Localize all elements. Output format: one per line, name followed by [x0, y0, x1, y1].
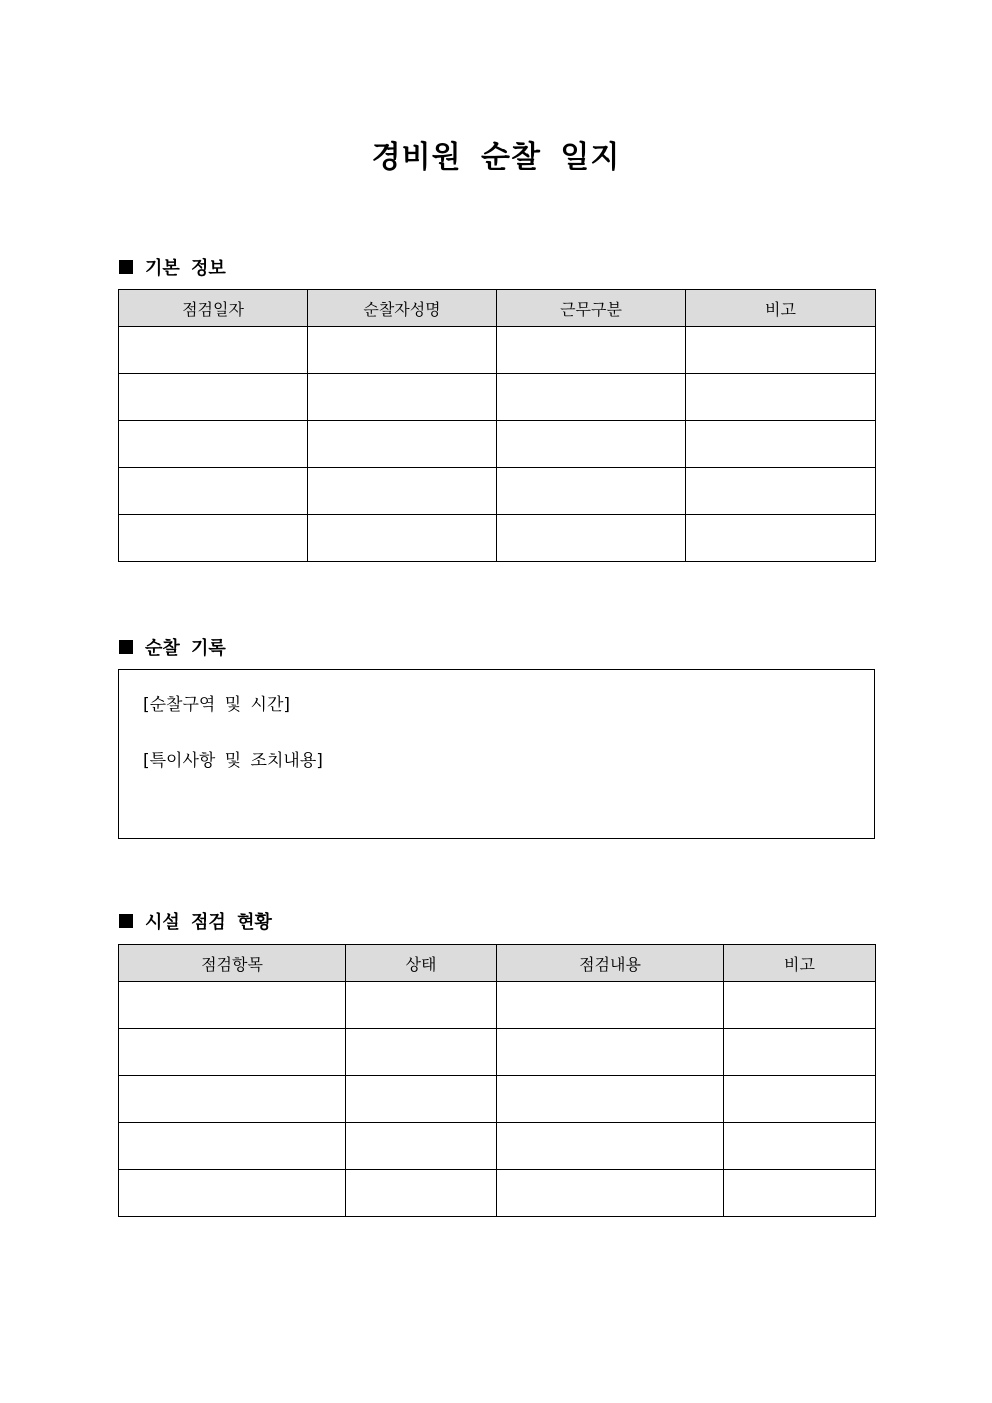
table-cell[interactable] [497, 1076, 724, 1123]
table-cell[interactable] [497, 421, 686, 468]
table-cell[interactable] [686, 327, 876, 374]
column-header: 점검일자 [119, 290, 308, 327]
table-cell[interactable] [724, 1123, 876, 1170]
facility-check-table [118, 944, 876, 1217]
table-cell[interactable] [308, 374, 497, 421]
table-cell[interactable] [497, 468, 686, 515]
table-cell[interactable] [686, 468, 876, 515]
table-cell[interactable] [308, 327, 497, 374]
table-cell[interactable] [346, 1123, 497, 1170]
table-cell[interactable] [346, 1029, 497, 1076]
table-cell[interactable] [346, 982, 497, 1029]
table-cell[interactable] [308, 515, 497, 562]
table-cell[interactable] [497, 982, 724, 1029]
table-row [119, 1170, 876, 1217]
table-cell[interactable] [497, 1029, 724, 1076]
table-cell[interactable] [497, 515, 686, 562]
column-header: 비고 [686, 290, 876, 327]
table-cell[interactable] [119, 374, 308, 421]
table-cell[interactable] [119, 468, 308, 515]
column-header: 순찰자성명 [308, 290, 497, 327]
table-cell[interactable] [119, 515, 308, 562]
table-cell[interactable] [497, 1123, 724, 1170]
table-row [119, 421, 876, 468]
table-cell[interactable] [119, 1170, 346, 1217]
column-header: 상태 [346, 945, 497, 982]
square-bullet-icon [119, 260, 133, 274]
table-cell[interactable] [308, 421, 497, 468]
table-cell[interactable] [686, 374, 876, 421]
table-cell[interactable] [119, 327, 308, 374]
table-row [119, 374, 876, 421]
column-header: 근무구분 [497, 290, 686, 327]
special-notes-label: [특이사항 및 조치내용] [143, 751, 323, 771]
table-header-row [119, 945, 876, 982]
table-cell[interactable] [724, 1170, 876, 1217]
table-row [119, 982, 876, 1029]
table-cell[interactable] [724, 1029, 876, 1076]
section-facility-check-heading [119, 908, 272, 934]
table-cell[interactable] [724, 982, 876, 1029]
table-cell[interactable] [308, 468, 497, 515]
section-heading-label: 순찰 기록 [145, 638, 226, 659]
table-row [119, 515, 876, 562]
table-cell[interactable] [119, 1123, 346, 1170]
table-header-row [119, 290, 876, 327]
patrol-record-box[interactable] [118, 669, 875, 839]
table-cell[interactable] [119, 1076, 346, 1123]
table-cell[interactable] [119, 1029, 346, 1076]
table-row [119, 327, 876, 374]
table-cell[interactable] [119, 982, 346, 1029]
table-cell[interactable] [724, 1076, 876, 1123]
column-header: 점검항목 [119, 945, 346, 982]
square-bullet-icon [119, 914, 133, 928]
table-cell[interactable] [686, 421, 876, 468]
document-title: 경비원 순찰 일지 [371, 140, 621, 175]
table-row [119, 1029, 876, 1076]
column-header: 점검내용 [497, 945, 724, 982]
table-cell[interactable] [119, 421, 308, 468]
basic-info-table [118, 289, 876, 562]
section-heading-label: 기본 정보 [145, 258, 226, 279]
column-header: 비고 [724, 945, 876, 982]
table-row [119, 468, 876, 515]
patrol-area-time-label: [순찰구역 및 시간] [143, 695, 291, 715]
table-cell[interactable] [497, 327, 686, 374]
table-cell[interactable] [497, 374, 686, 421]
section-heading-label: 시설 점검 현황 [145, 912, 272, 933]
section-patrol-record-heading [119, 634, 226, 660]
table-cell[interactable] [686, 515, 876, 562]
section-basic-info-heading [119, 254, 226, 280]
table-cell[interactable] [346, 1170, 497, 1217]
table-row [119, 1076, 876, 1123]
square-bullet-icon [119, 640, 133, 654]
table-cell[interactable] [497, 1170, 724, 1217]
table-cell[interactable] [346, 1076, 497, 1123]
table-row [119, 1123, 876, 1170]
